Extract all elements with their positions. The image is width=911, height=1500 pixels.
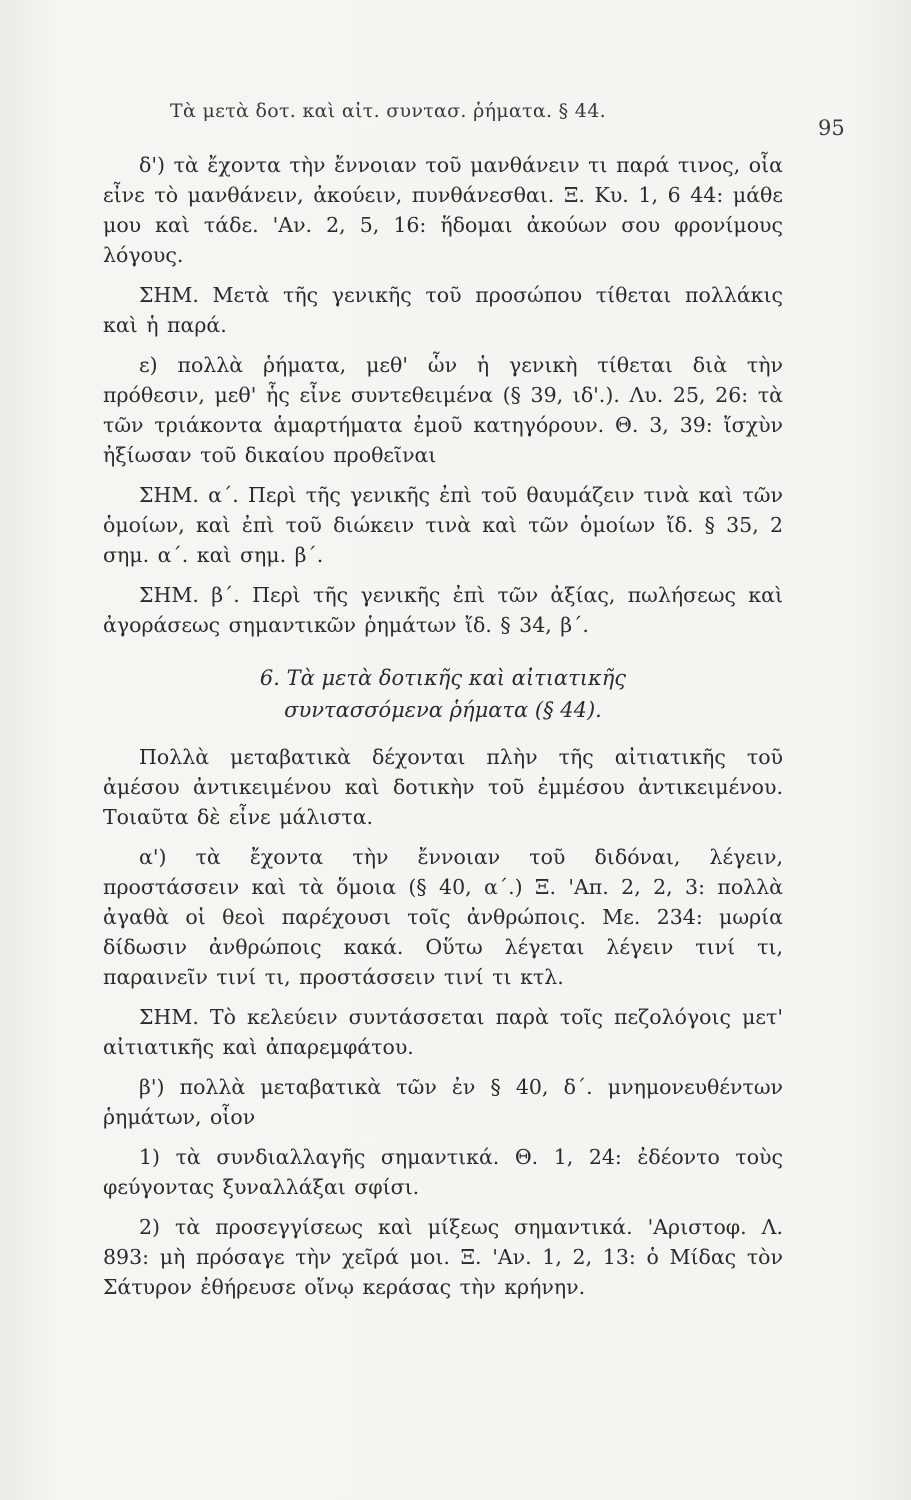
note-beta: ΣΗΜ. β΄. Περὶ τῆς γενικῆς ἐπὶ τῶν ἀξίας, πωλήσεως καὶ ἀγοράσεως σημαντικῶν ῥημάτων ἴδ. § 34, β΄. bbox=[103, 583, 783, 637]
section-heading bbox=[103, 662, 783, 726]
paragraph-delta: δ') τὰ ἔχοντα τὴν ἔννοιαν τοῦ μανθάνειν τι παρά τινος, οἷα εἶνε τὸ μανθάνειν, ἀκούειν, πυνθάνεσθαι. Ξ. Κυ. 1, 6 44: μάθε μου καὶ τάδε. 'Αν. 2, 5, 16: ἥδομαι ἀκούων σου φρονίμους λόγους. bbox=[103, 153, 783, 267]
paragraph-alpha: α') τὰ ἔχοντα τὴν ἔννοιαν τοῦ διδόναι, λέγειν, προστάσσειν καὶ τὰ ὅμοια (§ 40, α΄.) Ξ. 'Απ. 2, 2, 3: πολλὰ ἀγαθὰ οἱ θεοὶ παρέχουσι τοῖς ἀνθρώποις. Με. 234: μωρία δίδωσιν ἀνθρώποις κακά. Οὕτω λέγεται λέγειν τινί τι, παραινεῖν τινί τι, προστάσσειν τινί τι κτλ. bbox=[103, 845, 783, 989]
note-para: ΣΗΜ. Μετὰ τῆς γενικῆς τοῦ προσώπου τίθεται πολλάκις καὶ ἡ παρά. bbox=[103, 283, 783, 337]
running-header: Τὰ μετὰ δοτ. καὶ αἰτ. συντασ. ῥήματα. § 44. bbox=[170, 100, 606, 122]
note-alpha: ΣΗΜ. α΄. Περὶ τῆς γενικῆς ἐπὶ τοῦ θαυμάζειν τινὰ καὶ τῶν ὁμοίων, καὶ ἐπὶ τοῦ διώκειν τινὰ καὶ τῶν ὁμοίων ἴδ. § 35, 2 σημ. α΄. καὶ σημ. β΄. bbox=[103, 483, 783, 567]
section-intro: Πολλὰ μεταβατικὰ δέχονται πλὴν τῆς αἰτιατικῆς τοῦ ἀμέσου ἀντικειμένου καὶ δοτικὴν τοῦ ἐμμέσου ἀντικειμένου. Τοιαῦτα δὲ εἶνε μάλιστα. bbox=[103, 745, 783, 829]
paragraph-beta: β') πολλὰ μεταβατικὰ τῶν ἐν § 40, δ΄. μνημονευθέντων ῥημάτων, οἷον bbox=[103, 1075, 783, 1129]
section-heading-line2: συντασσόμενα ῥήματα (§ 44). bbox=[284, 698, 602, 722]
page-body bbox=[103, 150, 783, 1312]
paragraph-epsilon: ε) πολλὰ ῥήματα, μεθ' ὧν ἡ γενικὴ τίθεται διὰ τὴν πρόθεσιν, μεθ' ἧς εἶνε συντεθειμένα (§ 39, ιδ'.). Λυ. 25, 26: τὰ τῶν τριάκοντα ἁμαρτήματα ἐμοῦ κατηγόρουν. Θ. 3, 39: ἴσχὺν ἠξίωσαν τοῦ δικαίου προθεῖναι bbox=[103, 353, 783, 467]
section-heading-line1: 6. Τὰ μετὰ δοτικῆς καὶ αἰτιατικῆς bbox=[259, 666, 627, 690]
item-1: 1) τὰ συνδιαλλαγῆς σημαντικά. Θ. 1, 24: ἐδέοντο τοὺς φεύγοντας ξυναλλάξαι σφίσι. bbox=[103, 1145, 783, 1199]
note-keleuein: ΣΗΜ. Τὸ κελεύειν συντάσσεται παρὰ τοῖς πεζολόγοις μετ' αἰτιατικῆς καὶ ἀπαρεμφάτου. bbox=[103, 1005, 783, 1059]
page-number: 95 bbox=[818, 116, 845, 140]
item-2: 2) τὰ προσεγγίσεως καὶ μίξεως σημαντικά. 'Αριστοφ. Λ. 893: μὴ πρόσαγε τὴν χεῖρά μοι. Ξ. 'Αν. 1, 2, 13: ὁ Μίδας τὸν Σάτυρον ἐθήρευσε οἴνῳ κεράσας τὴν κρήνην. bbox=[103, 1215, 783, 1299]
